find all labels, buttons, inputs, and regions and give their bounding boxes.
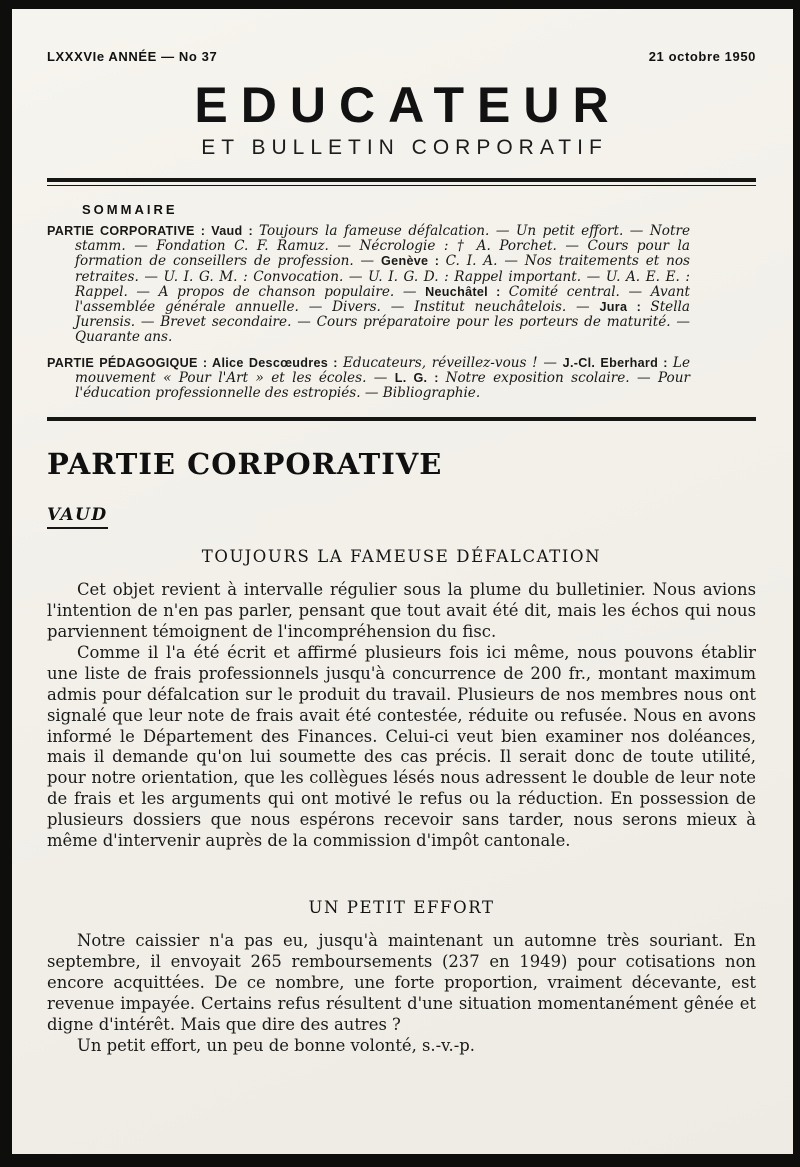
article2-paragraph: Un petit effort, un peu de bonne volonté, s.-v.-p.	[77, 1035, 475, 1055]
masthead-divider-rule	[47, 178, 756, 186]
article2-paragraph: Notre caissier n'a pas eu, jusqu'à maintenant un automne très souriant. En septembre, il envoyait 265 remboursements (237 en 1949) pour cotisations non encore acquittées. De ce nombre, une forte proportion, vraiment décevante, est revenue impayée. Certains refus résultent d'une situation momentanément gênée et digne d'intérêt. Mais que dire des autres ?	[47, 931, 756, 1034]
issue-date: 21 octobre 1950	[648, 49, 756, 64]
section-divider-rule	[47, 417, 756, 421]
masthead	[47, 49, 756, 160]
sommaire-partie-pedagogique: PARTIE PÉDAGOGIQUE : Alice Descœudres : Educateurs, réveillez-vous ! — J.-Cl. Eberhard : Le mouvement « Pour l'Art » et les écoles. — L. G. : Notre exposition scolaire. — Pour l'éducation professionnelle des estropiés. — Bibliographie.	[47, 354, 690, 402]
section-heading: PARTIE CORPORATIVE	[47, 447, 443, 482]
sommaire-heading: SOMMAIRE	[82, 202, 178, 217]
article-body	[47, 447, 756, 1056]
sommaire-partie-corporative: PARTIE CORPORATIVE : Vaud : Toujours la fameuse défalcation. — Un petit effort. — Notre stamm. — Fondation C. F. Ramuz. — Nécrologie : † A. Porchet. — Cours pour la formation de conseillers de profession. — Genève : C. I. A. — Nos traitements et nos retraites. — U. I. G. M. : Convocation. — U. I. G. D. : Rappel important. — U. A. E. E. : Rappel. — A propos de chanson populaire. — Neuchâtel : Comité central. — Avant l'assemblée générale annuelle. — Divers. — Institut neuchâtelois. — Jura : Stella Jurensis. — Brevet secondaire. — Cours préparatoire pour les porteurs de maturité. — Quarante ans.	[47, 223, 691, 346]
article1-paragraph: Cet objet revient à intervalle régulier sous la plume du bulletinier. Nous avions l'intention de n'en pas parler, pensant que tout avait été dit, mais les échos qui nous parviennent témoignent de l'incompréhension du fisc.	[47, 580, 756, 642]
article2-title: UN PETIT EFFORT	[308, 898, 495, 918]
publication-subtitle: ET BULLETIN CORPORATIF	[201, 136, 608, 159]
article1-title: TOUJOURS LA FAMEUSE DÉFALCATION	[201, 547, 602, 567]
region-heading: VAUD	[47, 505, 108, 529]
issue-number: LXXXVIe ANNÉE — No 37	[47, 49, 218, 64]
article1-paragraph: Comme il l'a été écrit et affirmé plusieurs fois ici même, nous pouvons établir une liste de frais professionnels jusqu'à concurrence de 200 fr., montant maximum admis pour défalcation sur le produit du travail. Plusieurs de nos membres nous ont signalé que leur note de frais avait été contestée, réduite ou refusée. Nous en avons informé le Département des Finances. Celui-ci veut bien examiner nos doléances, mais il demande qu'on lui soumette des cas précis. Il serait donc de toute utilité, pour notre orientation, que les collègues lésés nous adressent le double de leur note de frais et les arguments qui ont motivé le refus ou la réduction. En possession de plusieurs dossiers que nous espérons recevoir sans tarder, nous serons mieux à même d'intervenir auprès de la commission d'impôt cantonale.	[47, 642, 756, 851]
journal-page	[12, 9, 793, 1154]
publication-title: EDUCATEUR	[194, 77, 622, 133]
sommaire-section	[47, 202, 756, 401]
issue-row	[47, 49, 756, 64]
